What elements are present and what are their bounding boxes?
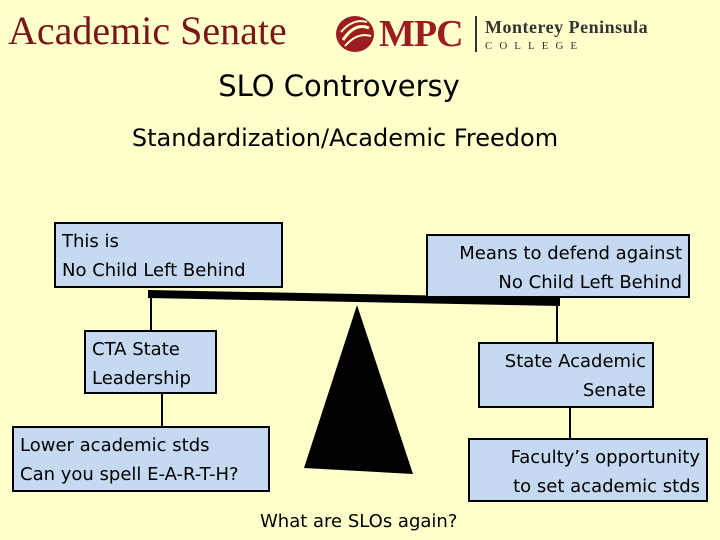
logo-name-line2: COLLEGE [485,40,585,52]
left-box-middle: CTA State Leadership [84,330,217,394]
left-box-bottom: Lower academic stds Can you spell E-A-R-T-H? [12,426,270,492]
header-title: Academic Senate [8,8,287,53]
logo-name-line1: Monterey Peninsula [485,17,649,37]
logo-abbrev: MPC [379,13,463,55]
right-box-bottom: Faculty’s opportunity to set academic stds [468,438,708,502]
left-box-top: This is No Child Left Behind [54,222,283,288]
slide-title-text: SLO Controversy [218,69,460,103]
slide-subtitle: Standardization/Academic Freedom [131,124,559,152]
right-box-middle: State Academic Senate [478,342,654,408]
bottom-question: What are SLOs again? [260,511,458,532]
scale-fulcrum [304,305,413,474]
right-box-top: Means to defend against No Child Left Behind [426,234,690,298]
